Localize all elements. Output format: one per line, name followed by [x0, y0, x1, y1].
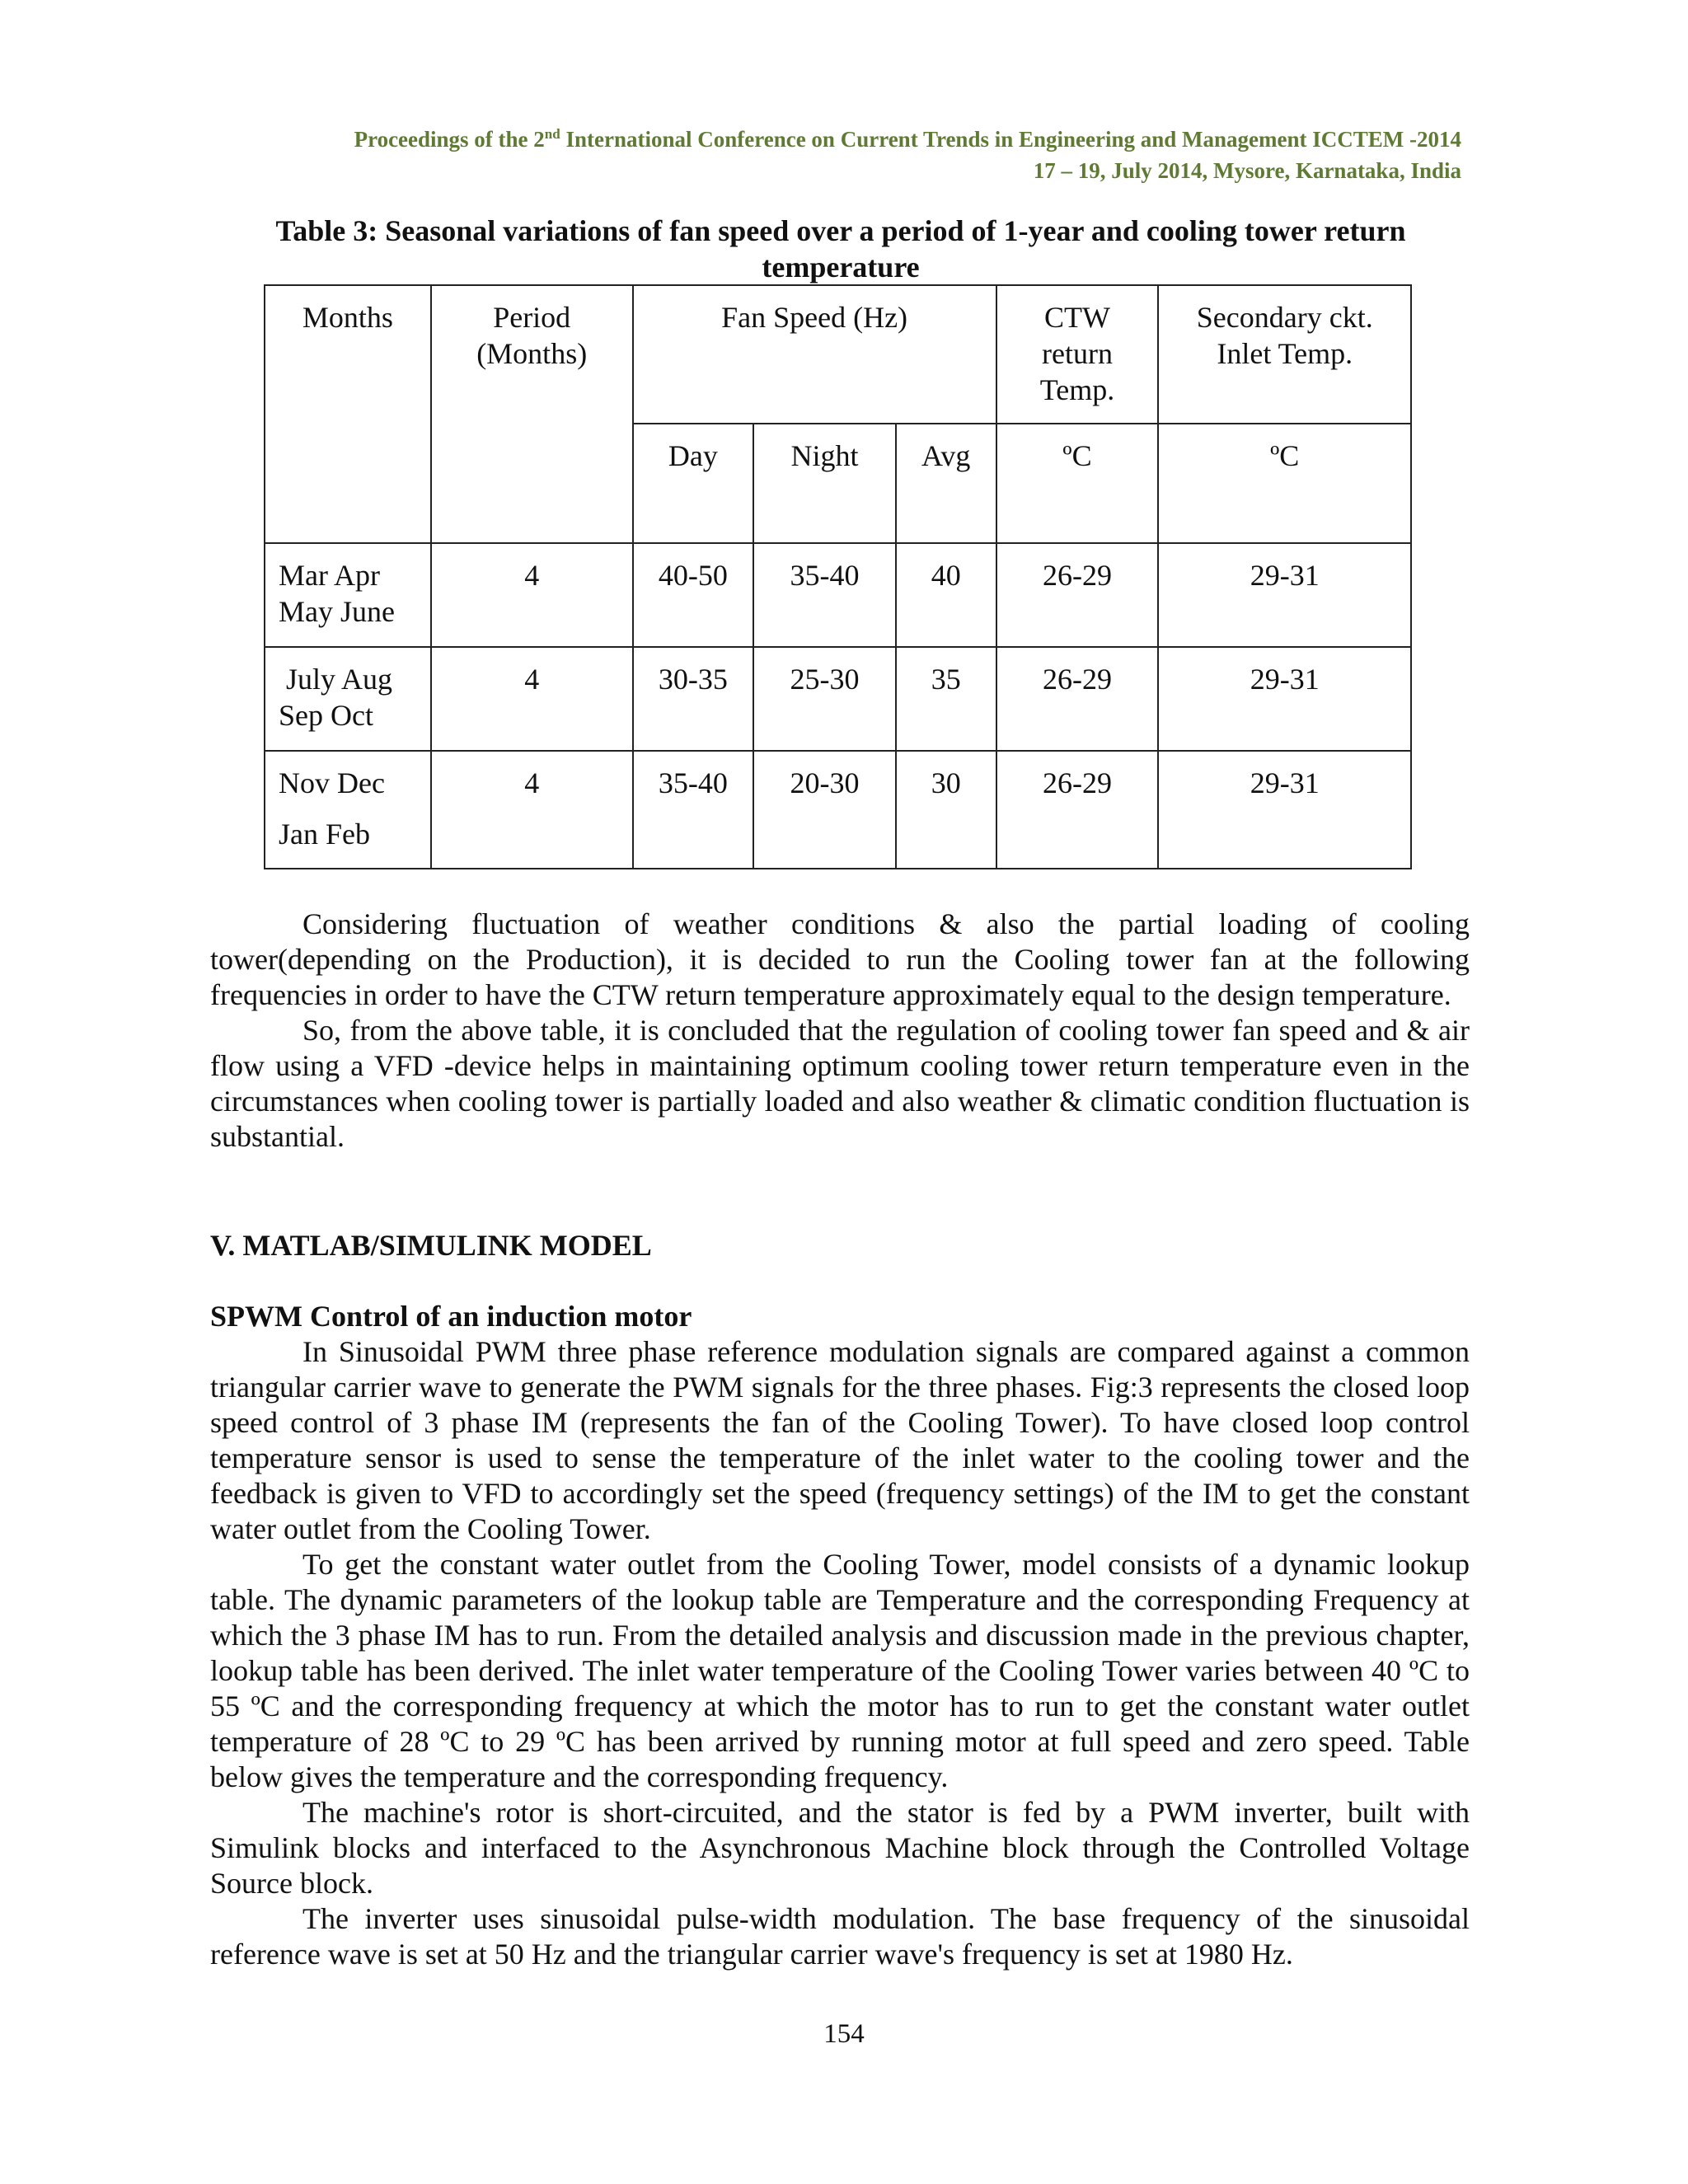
- row-secondary: 29-31: [1158, 647, 1411, 751]
- row-night: 35-40: [753, 543, 896, 647]
- paragraph: Considering fluctuation of weather conditions & also the partial loading of cooling tower(depending on the Production), it is decided to run the Cooling tower fan at the following frequencies in order to have the CTW return temperature approximately equal to the design temperature.: [210, 907, 1470, 1011]
- paragraph: So, from the above table, it is concluded that the regulation of cooling tower fan speed and & air flow using a VFD -device helps in maintaining optimum cooling tower return temperature even in the circumstances when cooling tower is partially loaded and also weather & climatic condition fluctuation is substantial.: [210, 1014, 1470, 1153]
- row-secondary: 29-31: [1158, 543, 1411, 647]
- header-fan-speed: Fan Speed (Hz): [633, 285, 996, 424]
- header-night: Night: [753, 424, 896, 543]
- page-header: [60, 124, 1461, 186]
- table-caption: Table 3: Seasonal variations of fan speed over a period of 1-year and cooling tower return temperature: [275, 214, 1406, 284]
- row-avg: 30: [896, 751, 996, 869]
- header-months: Months: [265, 285, 431, 543]
- row-avg: 40: [896, 543, 996, 647]
- table-row: [265, 543, 1411, 647]
- row-night: 20-30: [753, 751, 896, 869]
- page-number: 154: [823, 2019, 865, 2049]
- table-row: [265, 647, 1411, 751]
- row-ctw: 26-29: [996, 751, 1159, 869]
- row-avg: 35: [896, 647, 996, 751]
- row-period: 4: [431, 543, 633, 647]
- row-night: 25-30: [753, 647, 896, 751]
- table-header-row: [265, 285, 1411, 424]
- spwm-text: [210, 1334, 1470, 1972]
- header-day: Day: [633, 424, 754, 543]
- row-day: 35-40: [633, 751, 754, 869]
- row-ctw: 26-29: [996, 647, 1159, 751]
- row-months: Mar Apr May June: [265, 543, 431, 647]
- row-day: 30-35: [633, 647, 754, 751]
- row-ctw: 26-29: [996, 543, 1159, 647]
- table-row: [265, 751, 1411, 869]
- fan-speed-table: [264, 284, 1412, 869]
- header-line-1: Proceedings of the 2nd International Conference on Current Trends in Engineering and Management ICCTEM -2014: [354, 126, 1461, 152]
- header-ctw-unit: ºC: [996, 424, 1159, 543]
- row-months: Nov Dec Jan Feb: [265, 751, 431, 869]
- paragraph: The machine's rotor is short-circuited, and the stator is fed by a PWM inverter, built with Simulink blocks and interfaced to the Asynchronous Machine block through the Controlled Voltage Source block.: [210, 1796, 1470, 1900]
- paragraph: The inverter uses sinusoidal pulse-width modulation. The base frequency of the sinusoidal reference wave is set at 50 Hz and the triangular carrier wave's frequency is set at 1980 Hz.: [210, 1902, 1470, 1971]
- header-ctw: CTW return Temp.: [996, 285, 1159, 424]
- header-secondary: Secondary ckt. Inlet Temp.: [1158, 285, 1411, 424]
- row-months: July Aug Sep Oct: [265, 647, 431, 751]
- paragraph: To get the constant water outlet from the Cooling Tower, model consists of a dynamic lookup table. The dynamic parameters of the lookup table are Temperature and the corresponding Frequency at which the 3 phase IM has to run. From the detailed analysis and discussion made in the previous chapter, lookup table has been derived. The inlet water temperature of the Cooling Tower varies between 40 ºC to 55 ºC and the corresponding frequency at which the motor has to run to get the constant water outlet temperature of 28 ºC to 29 ºC has been arrived by running motor at full speed and zero speed. Table below gives the temperature and the corresponding frequency.: [210, 1548, 1470, 1793]
- header-line-2: 17 – 19, July 2014, Mysore, Karnataka, India: [1033, 158, 1461, 183]
- row-secondary: 29-31: [1158, 751, 1411, 869]
- header-avg: Avg: [896, 424, 996, 543]
- subsection-heading: SPWM Control of an induction motor: [210, 1300, 692, 1333]
- header-secondary-unit: ºC: [1158, 424, 1411, 543]
- row-period: 4: [431, 751, 633, 869]
- header-period: Period (Months): [431, 285, 633, 543]
- section-heading: V. MATLAB/SIMULINK MODEL: [210, 1229, 652, 1262]
- row-period: 4: [431, 647, 633, 751]
- row-day: 40-50: [633, 543, 754, 647]
- discussion-text: [210, 907, 1470, 1155]
- paragraph: In Sinusoidal PWM three phase reference modulation signals are compared against a common triangular carrier wave to generate the PWM signals for the three phases. Fig:3 represents the closed loop speed control of 3 phase IM (represents the fan of the Cooling Tower). To have closed loop control temperature sensor is used to sense the temperature of the inlet water to the cooling tower and the feedback is given to VFD to accordingly set the speed (frequency settings) of the IM to get the constant water outlet from the Cooling Tower.: [210, 1335, 1470, 1545]
